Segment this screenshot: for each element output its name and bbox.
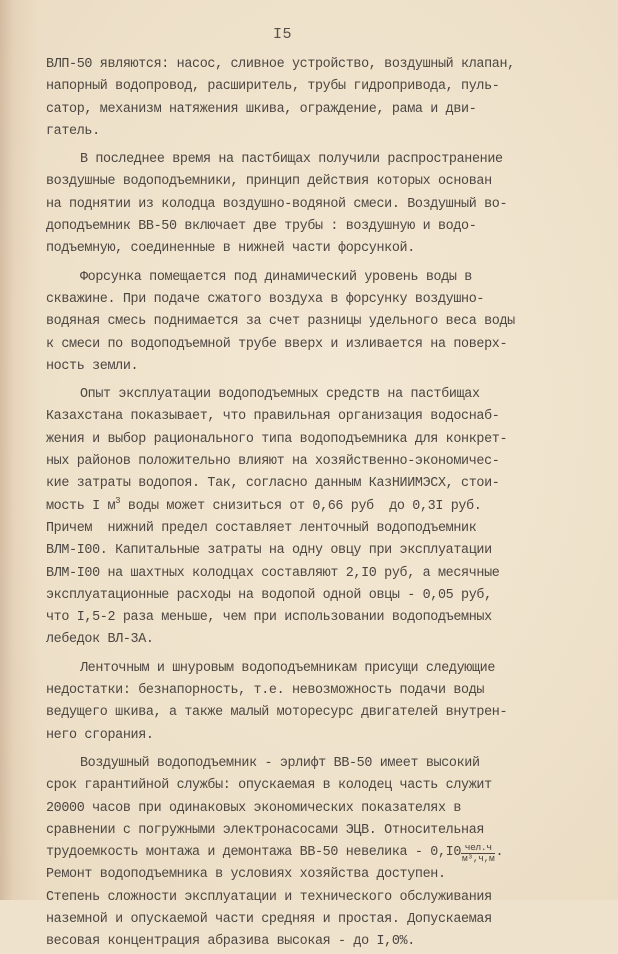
text-line: гатель. [46,123,100,139]
text-line: жения и выбор рационального типа водоподъемника для конкрет- [46,431,508,447]
text-line: Ремонт водоподъемника в условиях хозяйства доступен. [46,867,446,883]
text-line: подъемную, соединенные в нижней части форсункой. [46,241,415,257]
paragraph-4 [46,384,586,652]
text-line: 20000 часов при одинаковых экономических показателях в [46,800,462,816]
text-line: что I,5-2 раза меньше, чем при использовании водоподъемных [46,610,492,626]
unit-fraction [461,843,495,864]
text-line-with-fraction [46,842,586,864]
text-fragment: мость I м [46,498,116,514]
text-line: ВЛП-50 являются: насос, сливное устройство, воздушный клапан, [46,57,515,72]
text-line: Форсунка помещается под динамический уровень воды в [80,269,472,285]
paragraph-6 [46,753,586,954]
text-line: доподъемник ВВ-50 включает две трубы : воздушную и водо- [46,219,477,235]
text-line: Причем нижний предел составляет ленточный водоподъемник [46,520,477,536]
text-fragment: воды может снизиться от 0,66 руб до 0,3I руб. [120,498,482,514]
text-line: Ленточным и шнуровым водоподъемникам присущи следующие [80,660,496,676]
paragraph-3 [46,267,586,378]
text-line: ных районов положительно влияют на хозяйственно-экономичес- [46,454,500,470]
text-line: срок гарантийной службы: опускаемая в колодец часть служит [46,778,492,794]
text-line: на поднятии из колодца воздушно-водяной смеси. Воздушный во- [46,196,508,212]
text-line: напорный водопровод, расширитель, трубы гидропривода, пуль- [46,79,500,95]
text-line-with-superscript [46,496,586,518]
text-line: наземной и опускаемой части средняя и простая. Допускаемая [46,911,492,927]
fraction-numerator: чел.ч [461,843,495,854]
text-line: Казахстана показывает, что правильная организация водоснаб- [46,409,500,425]
paragraph-5 [46,658,586,747]
text-line: В последнее время на пастбищах получили распространение [80,152,503,168]
text-line: Степень сложности эксплуатации и технического обслуживания [46,889,492,905]
text-line: скважине. При подаче сжатого воздуха в форсунку воздушно- [46,291,485,307]
text-line: воздушные водоподъемники, принцип действия которых основан [46,174,492,190]
text-line: лебедок ВЛ-3А. [46,632,154,648]
text-line: Опыт эксплуатации водоподъемных средств на пастбищах [80,387,480,403]
document-body [46,54,586,954]
text-line: к смеси по водоподъемной трубе вверх и изливается на поверх- [46,336,508,352]
text-fragment: . [495,845,504,861]
text-line: ВЛМ-I00 на шахтных колодцах составляют 2,I0 руб, а месячные [46,565,500,581]
text-fragment: трудоемкость монтажа и демонтажа ВВ-50 невелика - 0,I0 [46,845,462,861]
text-line: кие затраты водопоя. Так, согласно данным КазНИИМЭСХ, стои- [46,476,500,492]
text-line: Воздушный водоподъемник - эрлифт ВВ-50 имеет высокий [80,755,480,771]
text-line: него сгорания. [46,727,154,743]
text-line: эксплуатационные расходы на водопой одной овцы - 0,05 руб, [46,587,492,603]
paragraph-1 [46,54,586,143]
text-line: водяная смесь поднимается за счет разницы удельного веса воды [46,314,515,330]
text-line: недостатки: безнапорность, т.е. невозможность подачи воды [46,683,485,699]
page-number: I5 [273,26,293,43]
fraction-denominator: м³,ч,м [462,853,495,865]
text-line: сравнении с погружными электронасосами ЭЦВ. Относительная [46,822,485,838]
text-line: весовая концентрация абразива высокая - до I,0%. [46,934,415,950]
text-line: ВЛМ-I00. Капитальные затраты на одну овцу при эксплуатации [46,543,492,559]
text-line: ведущего шкива, а также малый моторесурс двигателей внутрен- [46,705,508,721]
text-line: сатор, механизм натяжения шкива, ограждение, рама и дви- [46,101,477,117]
superscript: 3 [115,495,121,506]
text-line: ность земли. [46,358,139,374]
paragraph-2 [46,149,586,260]
